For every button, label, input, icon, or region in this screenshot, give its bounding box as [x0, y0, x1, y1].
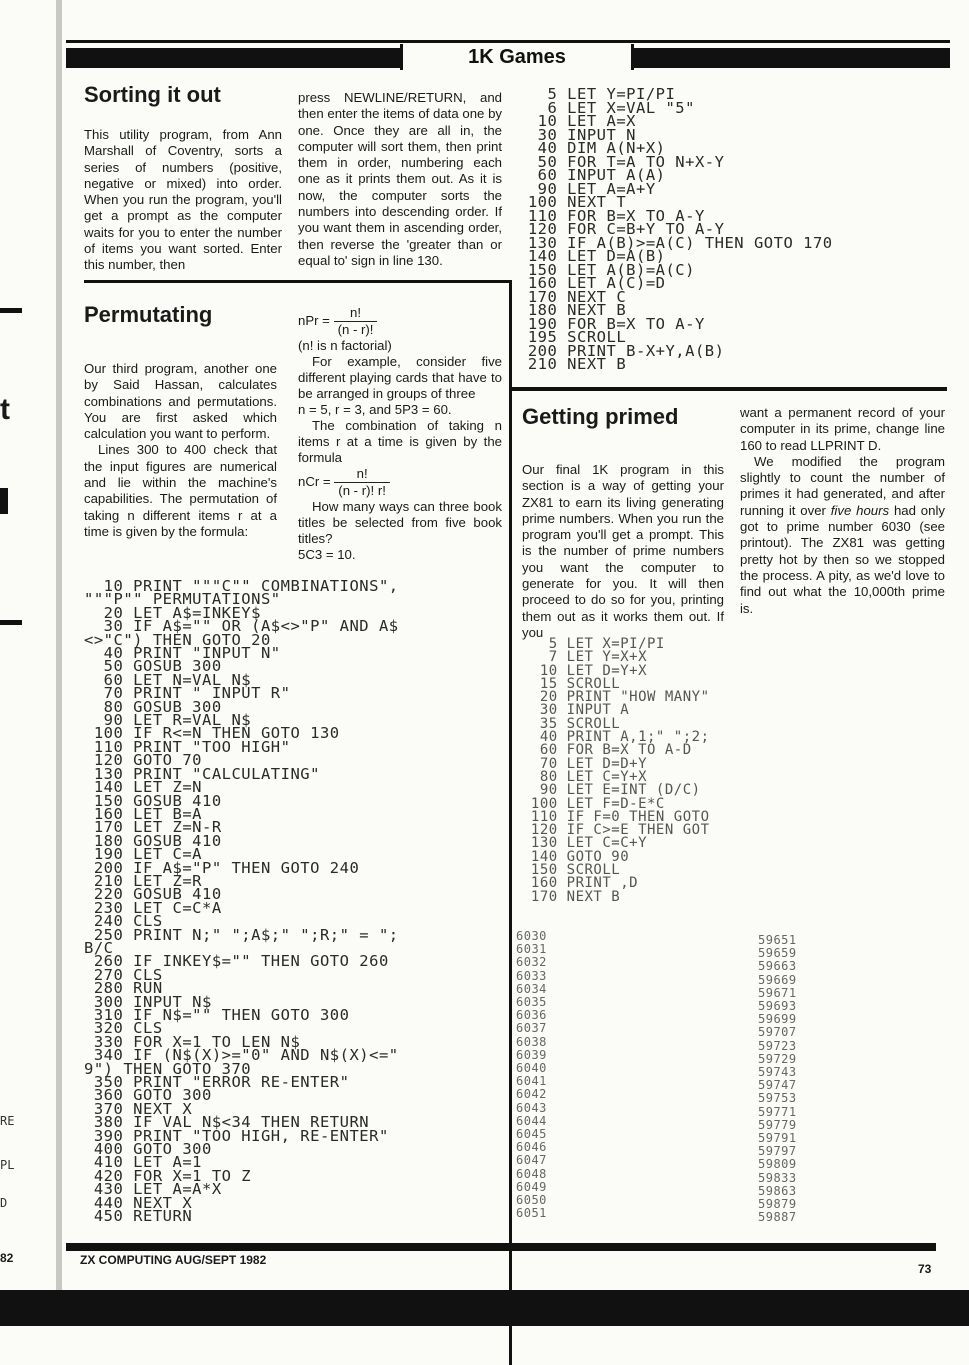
combination-question: How many ways can three book titles be selected from five book titles? — [298, 499, 502, 546]
npr-numerator: n! — [334, 305, 378, 322]
printout-line: 6032 — [516, 955, 547, 970]
code-line: 180 NEXT B — [518, 301, 627, 319]
header-rule-top — [66, 40, 950, 43]
printout-line: 6043 — [516, 1100, 547, 1115]
code-line: 170 NEXT B — [522, 888, 621, 905]
sorting-code-listing — [518, 85, 833, 373]
printout-line: 6037 — [516, 1021, 547, 1036]
code-line: 320 CLS — [84, 1019, 163, 1038]
printout-line: 6034 — [516, 981, 547, 996]
code-line: 130 IF A(B)>=A(C) THEN GOTO 170 — [518, 233, 833, 252]
primed-code-listing — [522, 638, 710, 904]
permutating-body-col2 — [298, 305, 502, 563]
code-line: 80 LET C=Y+X — [522, 768, 648, 785]
code-line: 170 NEXT C — [518, 287, 627, 306]
code-line: 5 LET Y=PI/PI — [518, 85, 676, 103]
printout-line: 6040 — [516, 1061, 547, 1076]
permutating-example: For example, consider five different playing cards that have to be arranged in groups of three — [298, 354, 502, 401]
code-line: 30 IF A$="" OR (A$<>"P" AND A$ — [84, 617, 399, 636]
code-line: 430 LET A=A*X — [84, 1180, 222, 1199]
code-line: 450 RETURN — [84, 1207, 193, 1226]
printout-line: 59669 — [758, 972, 797, 987]
npr-denominator: (n - r)! — [337, 322, 374, 337]
code-line: 190 LET C=A — [84, 845, 202, 864]
printout-line: 6033 — [516, 968, 547, 983]
code-line: 200 IF A$="P" THEN GOTO 240 — [84, 858, 360, 877]
permutating-text-1: Our third program, another one by Said Hassan, calculates combinations and permutations. You are first asked which calculation you want to perform. — [84, 361, 277, 442]
code-line: 200 PRINT B-X+Y,A(B) — [518, 341, 725, 360]
code-line: 100 NEXT T — [518, 193, 627, 211]
code-line: 150 LET A(B)=A(C) — [518, 260, 695, 279]
code-line: 35 SCROLL — [522, 715, 621, 732]
code-line: 80 GOSUB 300 — [84, 697, 222, 716]
printout-line: 6035 — [516, 995, 547, 1010]
printout-line: 6038 — [516, 1034, 547, 1049]
printout-line: 6047 — [516, 1153, 547, 1168]
printout-line: 59753 — [758, 1091, 797, 1106]
code-line: 190 FOR B=X TO A-Y — [518, 314, 705, 333]
printout-line: 6048 — [516, 1166, 547, 1181]
code-line: 20 LET A$=INKEY$ — [84, 603, 261, 622]
printout-line: 6039 — [516, 1047, 547, 1062]
printout-line: 59699 — [758, 1012, 797, 1027]
code-line: 10 LET A=X — [518, 112, 636, 130]
section-title: 1K Games — [400, 44, 634, 70]
code-line: 9") THEN GOTO 370 — [84, 1059, 252, 1078]
code-line: 30 INPUT A — [522, 702, 630, 719]
code-line: 420 FOR X=1 TO Z — [84, 1166, 252, 1185]
code-line: 60 INPUT A(A) — [518, 166, 666, 184]
edge-fragment-pl: PL — [0, 1158, 15, 1172]
printout-line: 6030 — [516, 929, 547, 943]
code-line: 90 LET E=INT (D/C) — [522, 782, 701, 799]
code-line: 140 GOTO 90 — [522, 848, 630, 865]
edge-letter-t: t — [0, 393, 10, 426]
printout-line: 59707 — [758, 1025, 797, 1040]
printout-line: 6046 — [516, 1140, 547, 1155]
printout-line: 59743 — [758, 1065, 797, 1080]
printout-line: 59791 — [758, 1131, 797, 1146]
sorting-body-col1 — [84, 127, 282, 274]
code-line: 60 LET N=VAL N$ — [84, 670, 252, 689]
code-line: 7 LET Y=X+X — [522, 649, 648, 666]
code-line: 130 LET C=C+Y — [522, 835, 648, 852]
code-line: 270 CLS — [84, 965, 163, 984]
printout-line: 59659 — [758, 946, 797, 961]
permutating-values: n = 5, r = 3, and 5P3 = 60. — [298, 402, 452, 417]
combination-answer: 5C3 = 10. — [298, 547, 356, 562]
printout-line: 59879 — [758, 1197, 797, 1212]
primed-body-col1 — [522, 462, 724, 641]
code-line: B/C — [84, 938, 114, 957]
code-line: 400 GOTO 300 — [84, 1140, 212, 1159]
permutating-body-col1 — [84, 361, 277, 540]
edge-rule-1 — [0, 308, 22, 313]
prime-printout-right — [758, 934, 797, 1224]
sorting-body-col2 — [298, 90, 502, 269]
printout-line: 6049 — [516, 1179, 547, 1194]
code-line: 310 IF N$="" THEN GOTO 300 — [84, 1006, 350, 1024]
code-line: 5 LET X=PI/PI — [522, 636, 665, 652]
footer-rule — [66, 1243, 936, 1251]
left-binding-edge — [56, 0, 62, 1300]
code-line: 410 LET A=1 — [84, 1153, 202, 1172]
sorting-text-1: This utility program, from Ann Marshall of Coventry, sorts a series of numbers (positive, negative or mixed) into order. When you run the program, you'll get a prompt as the computer waits for you to enter the number of items you want sorted. Enter this number, then — [84, 127, 282, 273]
permutating-title: Permutating — [84, 302, 213, 327]
code-line: 170 LET Z=N-R — [84, 818, 222, 837]
primed-title: Getting primed — [522, 404, 679, 429]
code-line: 70 LET D=D+Y — [522, 755, 648, 772]
edge-fragment-re: RE — [0, 1114, 15, 1128]
printout-line: 59747 — [758, 1078, 797, 1093]
code-line: 40 PRINT "INPUT N" — [84, 644, 281, 663]
code-line: 40 PRINT A,1;" ";2; — [522, 729, 710, 746]
printout-line: 6051 — [516, 1206, 547, 1221]
code-line: """P"" PERMUTATIONS" — [84, 590, 281, 609]
code-line: 390 PRINT "TOO HIGH, RE-ENTER" — [84, 1126, 389, 1145]
code-line: 6 LET X=VAL "5" — [518, 98, 695, 117]
printout-line: 6044 — [516, 1113, 547, 1128]
printout-line: 59663 — [758, 959, 797, 974]
printout-line: 6045 — [516, 1127, 547, 1142]
code-line: 340 IF (N$(X)>="0" AND N$(X)<=" — [84, 1046, 399, 1065]
code-line: 360 GOTO 300 — [84, 1086, 212, 1105]
code-line: 260 IF INKEY$="" THEN GOTO 260 — [84, 952, 389, 971]
divider-vertical-perm — [509, 280, 512, 1365]
printout-line: 59833 — [758, 1170, 797, 1185]
printout-line: 59693 — [758, 999, 797, 1014]
ncr-formula: nCr = $\frac{n!}{(n - r)! r!}$ — [298, 466, 502, 499]
code-line: 230 LET C=C*A — [84, 898, 222, 917]
code-line: 350 PRINT "ERROR RE-ENTER" — [84, 1073, 350, 1092]
code-line: 30 INPUT N — [518, 125, 636, 144]
printout-line: 59887 — [758, 1210, 797, 1225]
code-line: 160 PRINT ,D — [522, 875, 639, 892]
primed-text-2: want a permanent record of your computer in its prime, change line 160 to read LLPRINT D. — [740, 405, 945, 453]
npr-formula: nPr = $\frac{n!}{(n - r)!}$ — [298, 305, 502, 338]
code-line: 100 IF R<=N THEN GOTO 130 — [84, 724, 340, 743]
printout-line: 59797 — [758, 1144, 797, 1159]
header-rule-right — [632, 48, 950, 68]
code-line: 20 PRINT "HOW MANY" — [522, 689, 710, 706]
sorting-text-2: press NEWLINE/RETURN, and then enter the items of data one by one. Once they are all in, the computer will sort them, then print them in order, numbering each one as it prints them out. As it is now, the computer sorts the numbers into descending order. If you want them in ascending order, then reverse the 'greater than or equal to' sign in line 130. — [298, 90, 502, 268]
printout-line: 59671 — [758, 985, 797, 1000]
code-line: 195 SCROLL — [518, 328, 627, 346]
divider-sorting — [84, 280, 510, 283]
primed-text-3: We modified the program slightly to count the number of primes it had generated, and after running it over five hours had only got to prime number 6030 (see printout). The ZX81 was getting pretty hot by then so we stopped the process. A pity, as we'd love to find out what the 10,000th prime is. — [740, 453, 945, 616]
code-line: 90 LET R=VAL N$ — [84, 711, 252, 730]
code-line: 440 NEXT X — [84, 1193, 193, 1212]
ncr-denominator: (n - r)! r! — [338, 483, 386, 498]
code-line: 300 INPUT N$ — [84, 992, 212, 1011]
factorial-note: (n! is n factorial) — [298, 338, 392, 353]
code-line: 280 RUN — [84, 979, 163, 998]
code-line: 70 PRINT " INPUT R" — [84, 684, 291, 703]
prime-printout-left — [516, 930, 547, 1220]
code-line: 90 LET A=A+Y — [518, 179, 656, 198]
ncr-numerator: n! — [334, 466, 390, 483]
bottom-scan-band — [0, 1290, 969, 1326]
printout-line: 59729 — [758, 1051, 797, 1066]
edge-fragment-d: D — [0, 1196, 8, 1210]
printout-line: 6042 — [516, 1087, 547, 1102]
printout-line: 59723 — [758, 1038, 797, 1053]
printout-line: 59809 — [758, 1157, 797, 1172]
code-line: 250 PRINT N;" ";A$;" ";R;" = "; — [84, 925, 399, 944]
sorting-title: Sorting it out — [84, 82, 221, 107]
code-line: 130 PRINT "CALCULATING" — [84, 764, 320, 783]
edge-rule-2 — [0, 488, 8, 514]
code-line: <>"C") THEN GOTO 20 — [84, 630, 271, 649]
printout-line: 6036 — [516, 1008, 547, 1023]
printout-line: 6031 — [516, 942, 547, 957]
code-line: 140 LET D=A(B) — [518, 247, 666, 265]
code-line: 100 LET F=D-E*C — [522, 795, 665, 812]
code-line: 180 GOSUB 410 — [84, 831, 222, 850]
code-line: 330 FOR X=1 TO LEN N$ — [84, 1032, 301, 1051]
code-line: 120 GOTO 70 — [84, 751, 202, 770]
code-line: 50 FOR T=A TO N+X-Y — [518, 152, 725, 171]
combination-text: The combination of taking n items r at a time is given by the formula — [298, 418, 502, 465]
code-line: 370 NEXT X — [84, 1099, 193, 1118]
printout-line: 59779 — [758, 1117, 797, 1132]
header-rule-left — [66, 48, 400, 68]
code-line: 380 IF VAL N$<34 THEN RETURN — [84, 1113, 370, 1132]
code-line: 150 SCROLL — [522, 862, 621, 879]
code-line: 220 GOSUB 410 — [84, 885, 222, 904]
code-line: 10 LET D=Y+X — [522, 662, 648, 679]
printout-line: 6041 — [516, 1074, 547, 1089]
code-line: 110 FOR B=X TO A-Y — [518, 206, 705, 225]
code-line: 110 IF F=0 THEN GOTO — [522, 808, 710, 825]
code-line: 120 IF C>=E THEN GOT — [522, 822, 710, 839]
code-line: 120 FOR C=B+Y TO A-Y — [518, 220, 725, 238]
printout-line: 6050 — [516, 1193, 547, 1208]
code-line: 110 PRINT "TOO HIGH" — [84, 737, 291, 756]
edge-rule-3 — [0, 620, 22, 625]
code-line: 60 FOR B=X TO A-D — [522, 742, 692, 759]
primed-text-1: Our final 1K program in this section is a way of getting your ZX81 to earn its living generating prime numbers. When you run the program you'll get a prompt. This is the number of prime numbers you want the computer to generate for you. It will then proceed to do so for you, printing them out as it works them out. If you — [522, 462, 724, 640]
primed-body-col2 — [740, 405, 945, 617]
code-line: 15 SCROLL — [522, 675, 621, 692]
divider-primed — [512, 387, 947, 391]
permutating-code-listing — [84, 577, 399, 1226]
printout-line: 59863 — [758, 1183, 797, 1198]
code-line: 210 NEXT B — [518, 355, 627, 373]
code-line: 140 LET Z=N — [84, 778, 202, 797]
code-line: 10 PRINT """C"" COMBINATIONS", — [84, 577, 399, 595]
code-line: 40 DIM A(N+X) — [518, 139, 666, 157]
code-line: 160 LET A(C)=D — [518, 274, 666, 292]
printout-line: 59651 — [758, 933, 797, 947]
printout-line: 59771 — [758, 1104, 797, 1119]
edge-fragment-year: 82 — [0, 1251, 14, 1265]
code-line: 50 GOSUB 300 — [84, 657, 222, 676]
page-number: 73 — [918, 1262, 932, 1276]
permutating-text-2: Lines 300 to 400 check that the input figures are numerical and lie within the machine's capabilities. The permutation of taking n different items r at a time is given by the formula: — [84, 442, 277, 539]
code-line: 240 CLS — [84, 912, 163, 931]
footer-magazine: ZX COMPUTING AUG/SEPT 1982 — [80, 1253, 267, 1267]
code-line: 160 LET B=A — [84, 804, 202, 823]
code-line: 150 GOSUB 410 — [84, 791, 222, 810]
code-line: 210 LET Z=R — [84, 871, 202, 890]
